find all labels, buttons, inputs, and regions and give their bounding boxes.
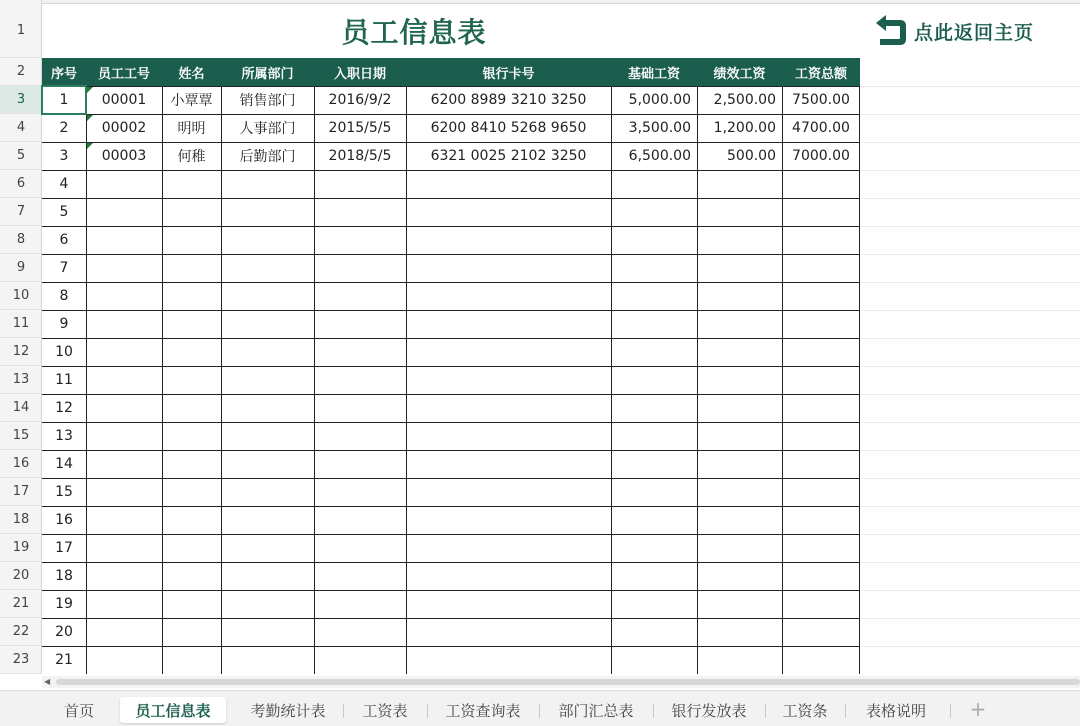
- gridline: [860, 142, 1080, 143]
- column-header-4[interactable]: 入职日期: [333, 66, 386, 82]
- table-cell[interactable]: 小覃覃: [170, 93, 213, 109]
- table-cell[interactable]: 21: [55, 652, 73, 668]
- tab-separator: [539, 704, 540, 718]
- row-border: [42, 254, 860, 255]
- column-border: [697, 86, 698, 674]
- row-border: [42, 618, 860, 619]
- row-header-9[interactable]: 9: [0, 254, 42, 282]
- table-cell[interactable]: 7000.00: [792, 148, 850, 164]
- row-header-11[interactable]: 11: [0, 310, 42, 338]
- table-cell[interactable]: 2015/5/5: [328, 120, 392, 136]
- add-sheet-button[interactable]: [966, 695, 990, 723]
- row-border: [42, 114, 860, 115]
- table-cell[interactable]: 7500.00: [792, 92, 850, 108]
- table-cell[interactable]: 6200 8989 3210 3250: [430, 92, 587, 108]
- horizontal-scrollbar[interactable]: [42, 676, 1080, 688]
- table-cell[interactable]: 6321 0025 2102 3250: [430, 148, 587, 164]
- row-header-8[interactable]: 8: [0, 226, 42, 254]
- table-cell[interactable]: 3,500.00: [628, 120, 691, 136]
- row-header-1[interactable]: 1: [0, 4, 42, 58]
- table-cell[interactable]: 11: [55, 372, 73, 388]
- table-cell[interactable]: 13: [55, 428, 73, 444]
- scrollbar-thumb[interactable]: [56, 679, 1080, 685]
- table-cell[interactable]: 何稚: [177, 149, 206, 165]
- tab-separator: [427, 704, 428, 718]
- sheet-tab-2[interactable]: 考勤统计表: [250, 701, 326, 720]
- sheet-tab-7[interactable]: 工资条: [782, 701, 828, 720]
- row-border: [42, 282, 860, 283]
- cell-text-flag-icon: [87, 115, 93, 121]
- scroll-left-icon[interactable]: ◀: [44, 677, 51, 686]
- table-cell[interactable]: 10: [55, 344, 73, 360]
- back-to-home-button[interactable]: [872, 12, 1034, 50]
- sheet-tab-6[interactable]: 银行发放表: [671, 701, 747, 720]
- sheet-tab-4[interactable]: 工资查询表: [445, 701, 521, 720]
- row-header-3[interactable]: 3: [0, 86, 42, 114]
- row-header-20[interactable]: 20: [0, 562, 42, 590]
- sheet-tab-5[interactable]: 部门汇总表: [558, 701, 634, 720]
- gridline: [860, 282, 1080, 283]
- table-cell[interactable]: 00001: [101, 92, 147, 108]
- gridline: [860, 86, 1080, 87]
- gridline: [860, 534, 1080, 535]
- table-cell[interactable]: 18: [55, 568, 73, 584]
- column-border: [782, 86, 783, 674]
- column-border: [406, 86, 407, 674]
- table-cell[interactable]: 6: [59, 232, 69, 248]
- column-header-2[interactable]: 姓名: [178, 66, 205, 82]
- row-border: [42, 86, 860, 87]
- row-border: [42, 142, 860, 143]
- row-border: [42, 394, 860, 395]
- row-header-21[interactable]: 21: [0, 590, 42, 618]
- active-cell-selection: [41, 85, 87, 115]
- plus-icon: +: [969, 697, 987, 721]
- table-cell[interactable]: 2: [59, 120, 69, 136]
- return-arrow-icon: [872, 13, 910, 49]
- row-border: [42, 366, 860, 367]
- table-cell[interactable]: 500.00: [727, 148, 776, 164]
- tab-separator: [343, 704, 344, 718]
- table-cell[interactable]: 2016/9/2: [328, 92, 392, 108]
- column-border: [86, 86, 87, 674]
- tab-separator: [653, 704, 654, 718]
- sheet-tab-3[interactable]: 工资表: [362, 701, 408, 720]
- row-header-2[interactable]: 2: [0, 58, 42, 86]
- table-cell[interactable]: 2,500.00: [713, 92, 776, 108]
- gridline: [860, 618, 1080, 619]
- column-border: [611, 86, 612, 674]
- sheet-title: 员工信息表: [341, 16, 487, 49]
- column-border: [859, 86, 860, 674]
- table-cell[interactable]: 1: [59, 92, 69, 108]
- gridline: [860, 338, 1080, 339]
- gridline: [860, 478, 1080, 479]
- table-cell[interactable]: 12: [55, 400, 73, 416]
- row-border: [42, 226, 860, 227]
- column-header-6[interactable]: 基础工资: [627, 66, 680, 82]
- row-header-4[interactable]: 4: [0, 114, 42, 142]
- table-cell[interactable]: 4700.00: [792, 120, 850, 136]
- row-header-column: [0, 0, 42, 674]
- table-cell[interactable]: 00003: [101, 148, 147, 164]
- back-to-home-label: 点此返回主页: [914, 21, 1035, 44]
- row-header-12[interactable]: 12: [0, 338, 42, 366]
- table-cell[interactable]: 明明: [177, 121, 206, 137]
- column-header-8[interactable]: 工资总额: [794, 66, 847, 82]
- row-border: [42, 170, 860, 171]
- table-cell[interactable]: 15: [55, 484, 73, 500]
- row-header-23[interactable]: 23: [0, 646, 42, 674]
- table-cell[interactable]: 5,000.00: [628, 92, 691, 108]
- gridline: [860, 226, 1080, 227]
- table-cell[interactable]: 2018/5/5: [328, 148, 392, 164]
- cell-text-flag-icon: [87, 87, 93, 93]
- row-header-10[interactable]: 10: [0, 282, 42, 310]
- column-border: [162, 86, 163, 674]
- gridline: [860, 366, 1080, 367]
- row-border: [42, 310, 860, 311]
- table-cell[interactable]: 7: [59, 260, 69, 276]
- gridline: [860, 310, 1080, 311]
- gridline: [860, 422, 1080, 423]
- table-cell[interactable]: 后勤部门: [239, 149, 296, 165]
- table-cell[interactable]: 9: [59, 316, 69, 332]
- table-cell[interactable]: 5: [59, 204, 69, 220]
- row-header-13[interactable]: 13: [0, 366, 42, 394]
- gridline: [860, 114, 1080, 115]
- tab-separator: [765, 704, 766, 718]
- row-border: [42, 450, 860, 451]
- row-border: [42, 562, 860, 563]
- row-header-14[interactable]: 14: [0, 394, 42, 422]
- table-cell[interactable]: 20: [55, 624, 73, 640]
- gridline: [860, 450, 1080, 451]
- row-border: [42, 338, 860, 339]
- column-header-3[interactable]: 所属部门: [241, 66, 294, 82]
- sheet-tab-bar: [0, 690, 1080, 726]
- gridline: [860, 506, 1080, 507]
- tab-separator: [950, 704, 951, 718]
- row-header-17[interactable]: 17: [0, 478, 42, 506]
- cell-text-flag-icon: [87, 143, 93, 149]
- gridline: [860, 254, 1080, 255]
- column-header-5[interactable]: 银行卡号: [482, 66, 535, 82]
- row-border: [42, 478, 860, 479]
- table-header-row: [42, 58, 860, 86]
- table-cell[interactable]: 4: [59, 176, 69, 192]
- row-header-5[interactable]: 5: [0, 142, 42, 170]
- table-cell[interactable]: 16: [55, 512, 73, 528]
- row-header-16[interactable]: 16: [0, 450, 42, 478]
- gridline: [860, 198, 1080, 199]
- gridline: [860, 170, 1080, 171]
- sheet-tab-0[interactable]: 首页: [63, 701, 94, 720]
- table-cell[interactable]: 人事部门: [239, 121, 296, 137]
- row-header-18[interactable]: 18: [0, 506, 42, 534]
- table-cell[interactable]: 19: [55, 596, 73, 612]
- row-header-6[interactable]: 6: [0, 170, 42, 198]
- gridline: [860, 590, 1080, 591]
- gridline: [860, 562, 1080, 563]
- table-cell[interactable]: 8: [59, 288, 69, 304]
- sheet-tab-1[interactable]: 员工信息表: [120, 697, 226, 723]
- table-cell[interactable]: 14: [55, 456, 73, 472]
- table-cell[interactable]: 00002: [101, 120, 147, 136]
- row-border: [42, 646, 860, 647]
- row-border: [42, 590, 860, 591]
- column-header-0[interactable]: 序号: [50, 66, 77, 82]
- column-header-1[interactable]: 员工工号: [97, 66, 150, 82]
- column-border: [221, 86, 222, 674]
- sheet-tab-8[interactable]: 表格说明: [865, 701, 926, 720]
- row-header-22[interactable]: 22: [0, 618, 42, 646]
- table-cell[interactable]: 6,500.00: [628, 148, 691, 164]
- row-header-19[interactable]: 19: [0, 534, 42, 562]
- gridline: [860, 394, 1080, 395]
- table-cell[interactable]: 6200 8410 5268 9650: [430, 120, 587, 136]
- row-header-15[interactable]: 15: [0, 422, 42, 450]
- table-cell[interactable]: 1,200.00: [713, 120, 776, 136]
- row-header-7[interactable]: 7: [0, 198, 42, 226]
- gridline: [860, 646, 1080, 647]
- table-cell[interactable]: 17: [55, 540, 73, 556]
- table-cell[interactable]: 3: [59, 148, 69, 164]
- row-border: [42, 422, 860, 423]
- row-border: [42, 198, 860, 199]
- row-border: [42, 506, 860, 507]
- table-cell[interactable]: 销售部门: [239, 93, 296, 109]
- tab-separator: [845, 704, 846, 718]
- column-border: [314, 86, 315, 674]
- column-header-7[interactable]: 绩效工资: [713, 66, 766, 82]
- row-border: [42, 534, 860, 535]
